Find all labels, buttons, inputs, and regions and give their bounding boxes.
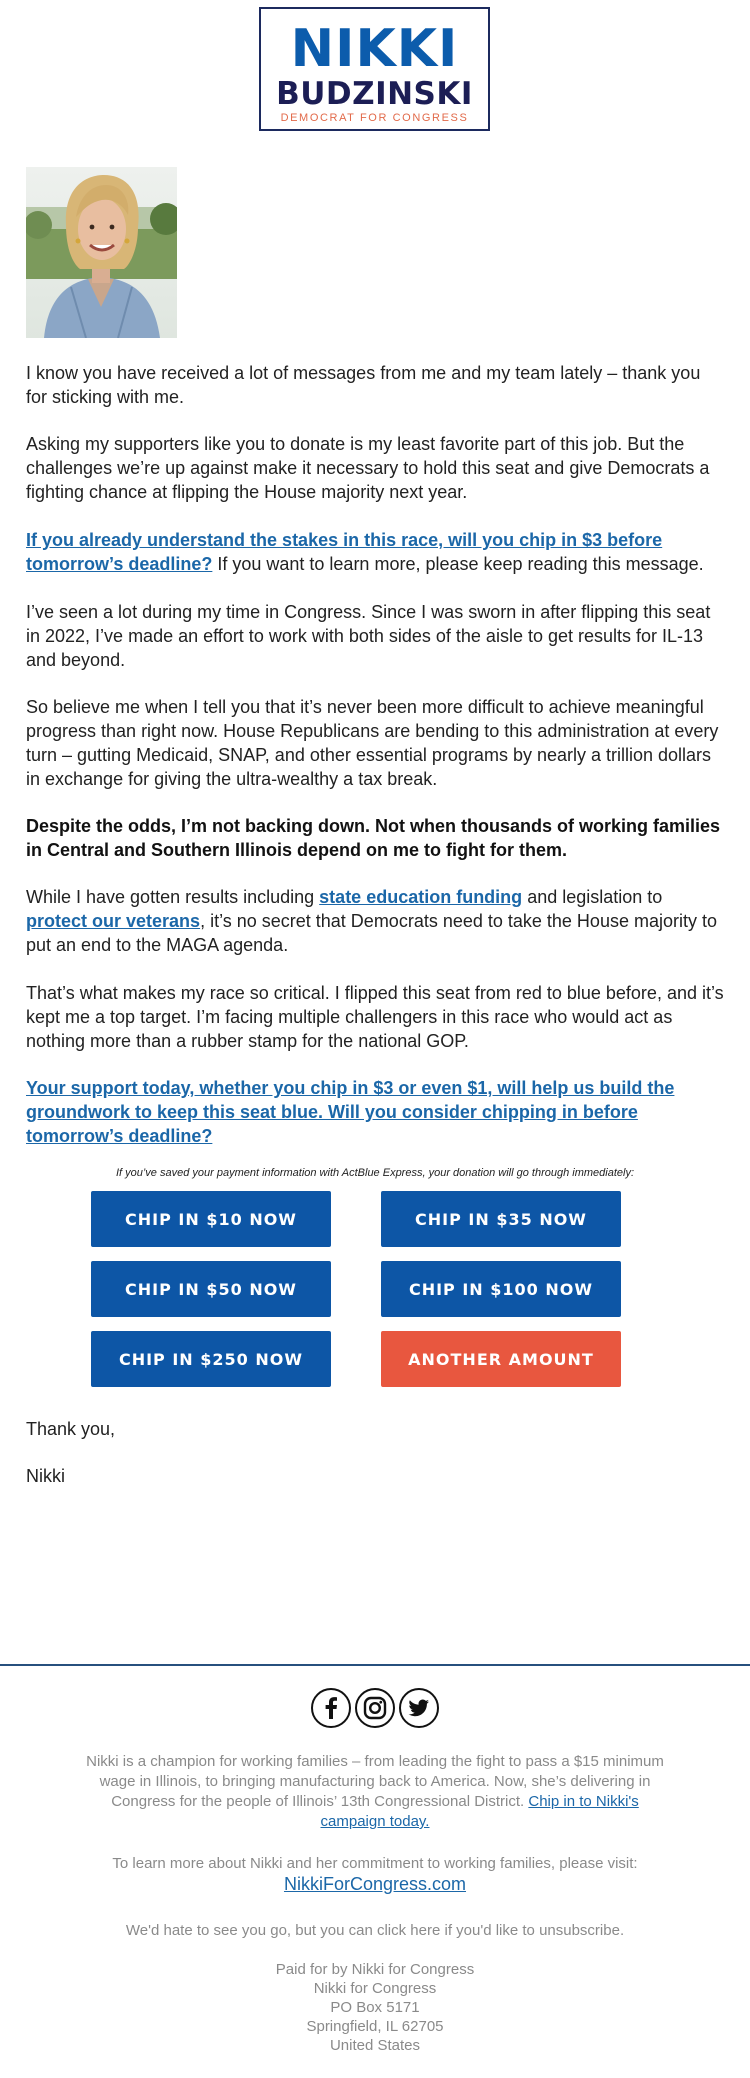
another-amount-button[interactable]: ANOTHER AMOUNT <box>381 1331 621 1387</box>
state-education-funding-link[interactable]: state education funding <box>319 887 523 907</box>
chip-in-campaign-link[interactable]: Chip in to Nikki's campaign today. <box>320 1793 639 1830</box>
paragraph-5 <box>26 695 726 791</box>
twitter-icon[interactable] <box>399 1688 439 1728</box>
paragraph-3 <box>26 528 726 576</box>
country: United States <box>329 2037 421 2054</box>
support-today-link[interactable]: Your support today, whether you chip in $3 or even $1, will help us build the groundwork to keep this seat blue. Will you consider chipping in before tomorrow’s deadline? <box>26 1078 675 1146</box>
paragraph-6-bold-text: Despite the odds, I’m not backing down. Not when thousands of working families in Central and Southern Illinois depend on me to fight for them. <box>26 816 721 860</box>
paragraph-4 <box>26 600 726 672</box>
paragraph-7-part-a: While I have gotten results including <box>26 887 320 907</box>
footer-learn-text: To learn more about Nikki and her commitment to working families, please visit: <box>112 1855 638 1872</box>
logo-tagline: DEMOCRAT FOR CONGRESS <box>280 112 469 124</box>
chip-in-10-button[interactable]: CHIP IN $10 NOW <box>91 1191 331 1247</box>
footer-divider <box>0 1664 750 1666</box>
paragraph-2-text: Asking my supporters like you to donate is my least favorite part of this job. But the challenges we’re up against make it necessary to hold this seat and give Democrats a fighting chance at flipping the House majority next year. <box>26 434 710 502</box>
chip-in-35-button[interactable]: CHIP IN $35 NOW <box>381 1191 621 1247</box>
paragraph-2 <box>26 432 726 504</box>
signoff-thanks: Thank you, <box>26 1419 116 1439</box>
paid-for-by: Paid for by Nikki for Congress <box>275 1961 475 1978</box>
po-box: PO Box 5171 <box>330 1999 420 2016</box>
paragraph-4-text: I’ve seen a lot during my time in Congress. Since I was sworn in after flipping this seat in 2022, I’ve made an effort to work with both sides of the aisle to get results for IL-13 and beyond. <box>26 602 711 670</box>
paragraph-8 <box>26 981 726 1053</box>
instagram-icon[interactable] <box>355 1688 395 1728</box>
footer-learn <box>80 1854 670 1896</box>
city-state-zip: Springfield, IL 62705 <box>306 2018 444 2035</box>
footer-address <box>80 1960 670 2055</box>
campaign-logo[interactable] <box>259 7 490 131</box>
paragraph-7-part-c: , it’s no secret that Democrats need to take the House majority to put an end to the MAGA agenda. <box>26 911 717 955</box>
chip-in-100-button[interactable]: CHIP IN $100 NOW <box>381 1261 621 1317</box>
candidate-portrait-image <box>26 167 177 338</box>
signoff-name: Nikki <box>26 1466 65 1486</box>
paragraph-1 <box>26 361 726 409</box>
paragraph-1-text: I know you have received a lot of messages from me and my team lately – thank you for sticking with me. <box>26 363 701 407</box>
logo-last-name: BUDZINSKI <box>276 76 473 112</box>
facebook-icon[interactable] <box>311 1688 351 1728</box>
footer-bio-text: Nikki is a champion for working families – from leading the fight to pass a $15 minimum wage in Illinois, to bringing manufacturing back to America. Now, she’s delivering in Congress for the people of Illinois’ 13th Congressional District. <box>86 1753 664 1810</box>
unsubscribe-link[interactable]: We'd hate to see you go, but you can click here if you'd like to unsubscribe. <box>125 1922 625 1939</box>
chip-in-250-button[interactable]: CHIP IN $250 NOW <box>91 1331 331 1387</box>
paragraph-3-rest: If you want to learn more, please keep reading this message. <box>212 554 704 574</box>
chip-in-50-button[interactable]: CHIP IN $50 NOW <box>91 1261 331 1317</box>
paragraph-7 <box>26 885 726 957</box>
instagram-glyph <box>357 1690 393 1726</box>
paragraph-8-text: That’s what makes my race so critical. I flipped this seat from red to blue before, and it’s kept me a top target. I’m facing multiple challengers in this race who would act as nothing more than a rubber stamp for the national GOP. <box>26 983 724 1051</box>
logo-first-name: NIKKI <box>290 19 459 79</box>
candidate-photo <box>26 167 177 338</box>
paragraph-5-text: So believe me when I tell you that it’s never been more difficult to achieve meaningful progress than right now. House Republicans are bending to this administration at every turn – gutting Medicaid, SNAP, and other essential programs by nearly a trillion dollars in exchange for giving the ultra-wealthy a tax break. <box>26 697 719 789</box>
footer-bio <box>80 1752 670 1832</box>
facebook-glyph <box>313 1690 349 1726</box>
nikki-for-congress-link[interactable]: NikkiForCongress.com <box>283 1874 467 1894</box>
paragraph-6 <box>26 814 726 862</box>
protect-our-veterans-link[interactable]: protect our veterans <box>26 911 201 931</box>
actblue-express-note: If you’ve saved your payment information with ActBlue Express, your donation will go through immediately: <box>115 1167 635 1179</box>
org-name: Nikki for Congress <box>313 1980 437 1997</box>
paragraph-9 <box>26 1076 726 1148</box>
chip-in-3-link[interactable]: If you already understand the stakes in this race, will you chip in $3 before tomorrow’s deadline? <box>26 530 663 574</box>
twitter-glyph <box>401 1690 437 1726</box>
paragraph-7-part-b: and legislation to <box>522 887 663 907</box>
